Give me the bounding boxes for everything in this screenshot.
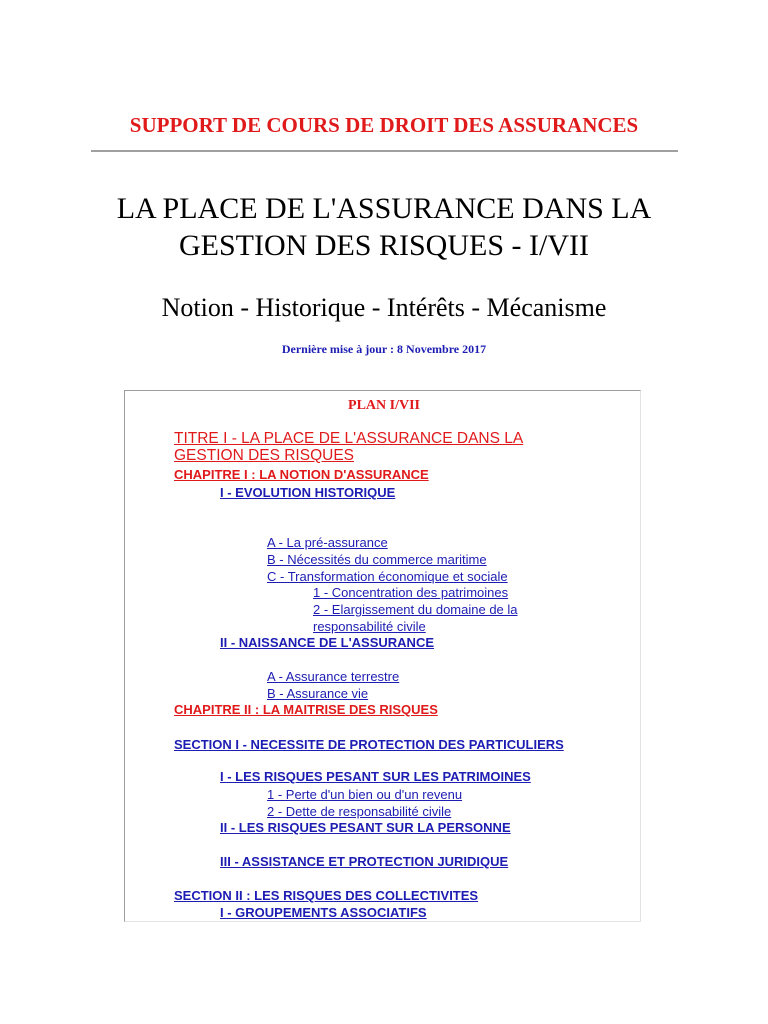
horizontal-divider	[91, 150, 678, 152]
toc-link-risques-patrimoines[interactable]: I - LES RISQUES PESANT SUR LES PATRIMOINES	[220, 769, 531, 784]
toc-link-perte-bien[interactable]: 1 - Perte d'un bien ou d'un revenu	[267, 787, 463, 802]
toc-link-assurance-vie[interactable]: B - Assurance vie	[267, 686, 369, 701]
page-subtitle: Notion - Historique - Intérêts - Mécanisme	[161, 293, 607, 322]
toc-link-assurance-terrestre[interactable]: A - Assurance terrestre	[267, 669, 400, 684]
toc-link-chapitre-2[interactable]: CHAPITRE II : LA MAITRISE DES RISQUES	[174, 702, 438, 717]
toc-link-transformation-economique[interactable]: C - Transformation économique et sociale	[267, 569, 508, 584]
toc-link-commerce-maritime[interactable]: B - Nécessités du commerce maritime	[267, 552, 487, 567]
toc-link-groupements-associatifs[interactable]: I - GROUPEMENTS ASSOCIATIFS	[220, 905, 427, 920]
toc-link-evolution-historique[interactable]: I - EVOLUTION HISTORIQUE	[220, 485, 396, 500]
toc-link-risques-personne[interactable]: II - LES RISQUES PESANT SUR LA PERSONNE	[220, 820, 511, 835]
toc-elargissement-line-2: responsabilité civile	[313, 619, 426, 634]
toc-link-concentration-patrimoines[interactable]: 1 - Concentration des patrimoines	[313, 585, 509, 600]
toc-elargissement-line-1: 2 - Elargissement du domaine de la	[313, 602, 518, 617]
toc-link-elargissement-responsabilite[interactable]	[313, 601, 518, 635]
page-title-line-1: LA PLACE DE L'ASSURANCE DANS LA	[116, 192, 652, 225]
toc-link-section-2[interactable]: SECTION II : LES RISQUES DES COLLECTIVITES	[174, 888, 479, 903]
toc-link-chapitre-1[interactable]: CHAPITRE I : LA NOTION D'ASSURANCE	[174, 467, 429, 482]
toc-link-titre-1[interactable]	[174, 430, 523, 464]
toc-link-assistance-protection[interactable]: III - ASSISTANCE ET PROTECTION JURIDIQUE	[220, 854, 509, 869]
last-updated-date: Dernière mise à jour : 8 Novembre 2017	[281, 342, 487, 356]
plan-title: PLAN I/VII	[348, 398, 420, 413]
page-title	[0, 190, 768, 264]
course-support-heading: SUPPORT DE COURS DE DROIT DES ASSURANCES	[129, 113, 639, 137]
page-title-line-2: GESTION DES RISQUES - I/VII	[179, 229, 589, 262]
toc-titre-1-line-1: TITRE I - LA PLACE DE L'ASSURANCE DANS LA	[174, 430, 524, 447]
toc-link-pre-assurance[interactable]: A - La pré-assurance	[267, 535, 388, 550]
toc-link-naissance-assurance[interactable]: II - NAISSANCE DE L'ASSURANCE	[220, 635, 434, 650]
toc-titre-1-line-2: GESTION DES RISQUES	[174, 447, 355, 464]
toc-link-section-1[interactable]: SECTION I - NECESSITE DE PROTECTION DES PARTICULIERS	[174, 737, 564, 752]
toc-link-dette-responsabilite[interactable]: 2 - Dette de responsabilité civile	[267, 804, 452, 819]
